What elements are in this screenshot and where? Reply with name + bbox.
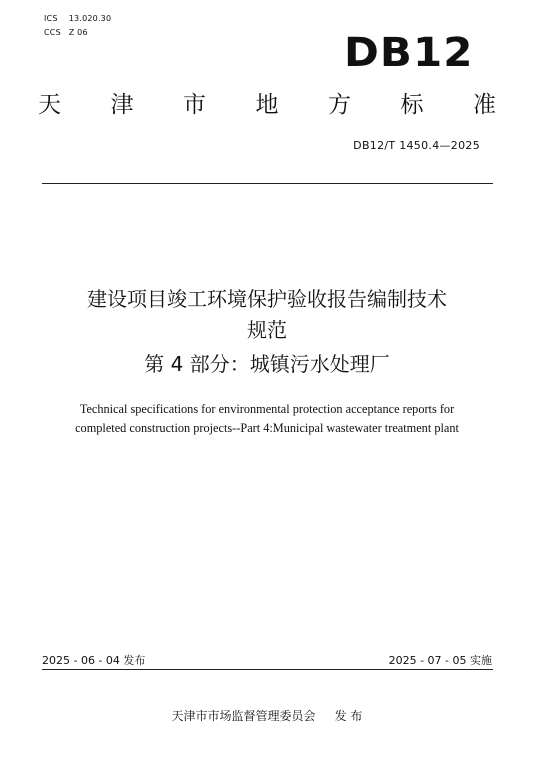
footer-divider <box>42 669 493 670</box>
implementation-date: 2025 - 07 - 05 实施 <box>388 654 492 667</box>
standard-type-char: 天 <box>38 92 61 118</box>
db-logo: DB12 <box>344 30 474 76</box>
english-title-line-2: completed construction projects--Part 4:Municipal wastewater treatment plant <box>75 421 459 435</box>
standard-type-char: 方 <box>328 92 351 118</box>
chinese-title-line-2: 规范 <box>247 318 287 342</box>
standard-type-char: 标 <box>400 92 424 118</box>
ccs-code <box>44 28 88 37</box>
ics-label: ICS <box>44 14 58 23</box>
issue-date: 2025 - 06 - 04 发布 <box>42 654 146 667</box>
standard-type-char: 准 <box>473 92 496 118</box>
ccs-value: Z 06 <box>68 28 88 37</box>
standard-type-char: 地 <box>255 92 279 118</box>
standard-type-char: 市 <box>183 92 206 118</box>
header-divider <box>42 183 493 184</box>
ics-value: 13.020.30 <box>68 14 112 23</box>
standard-type-heading <box>38 92 496 120</box>
standard-type-char: 津 <box>110 92 134 118</box>
standard-number: DB12/T 1450.4—2025 <box>353 139 480 152</box>
english-title-line-1: Technical specifications for environmental protection acceptance reports for <box>79 402 455 416</box>
chinese-title-line-1: 建设项目竣工环境保护验收报告编制技术 <box>87 287 447 311</box>
ics-code <box>44 14 111 23</box>
issuing-authority: 天津市市场监督管理委员会 发 布 <box>171 709 363 723</box>
ccs-label: CCS <box>44 28 61 37</box>
chinese-subtitle: 第 4 部分：城镇污水处理厂 <box>144 352 390 376</box>
